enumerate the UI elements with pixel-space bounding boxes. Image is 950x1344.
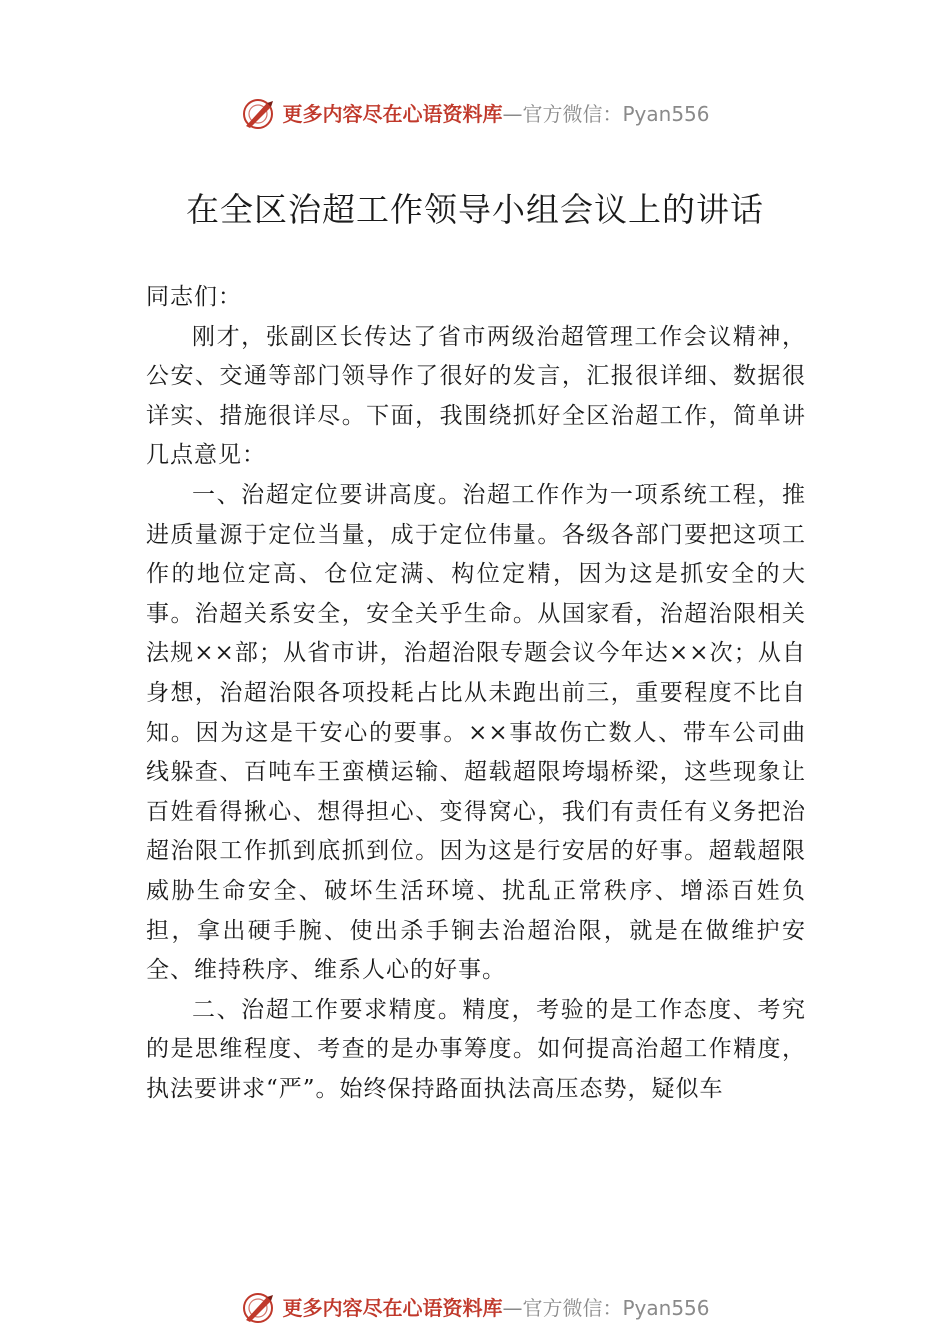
watermark-banner-bottom [0, 1288, 950, 1328]
watermark-banner-top [0, 94, 950, 134]
watermark-wechat-label: 官方微信： [522, 102, 623, 126]
watermark-text [282, 1298, 709, 1318]
watermark-text [282, 104, 709, 124]
document-body [146, 278, 806, 1109]
document-title: 在全区治超工作领导小组会议上的讲话 [186, 190, 764, 229]
watermark-wechat-id: Pyan556 [622, 1296, 710, 1320]
paragraph: 一、治超定位要讲高度。治超工作作为一项系统工程，推进质量源于定位当量，成于定位伟量。各级各部门要把这项工作的地位定高、仓位定满、构位定精，因为这是抓安全的大事。治超关系安全，安全关乎生命。从国家看，治超治限相关法规××部；从省市讲，治超治限专题会议今年达××次；从自身想，治超治限各项投耗占比从未跑出前三，重要程度不比自知。因为这是干安心的要事。××事故伤亡数人、带车公司曲线躲查、百吨车王蛮横运输、超载超限垮塌桥梁，这些现象让百姓看得揪心、想得担心、变得窝心，我们有责任有义务把治超治限工作抓到底抓到位。因为这是行安居的好事。超载超限威胁生命安全、破坏生活环境、扰乱正常秩序、增添百姓负担，拿出硬手腕、使出杀手锏去治超治限，就是在做维护安全、维持秩序、维系人心的好事。 [146, 481, 806, 984]
watermark-main: 更多内容尽在心语资料库 [282, 102, 503, 126]
watermark-dash: — [502, 1296, 523, 1320]
paragraph: 二、治超工作要求精度。精度，考验的是工作态度、考究的是思维程度、考查的是办事筹度。如何提高治超工作精度，执法要讲求“严”。始终保持路面执法高压态势，疑似车 [146, 996, 806, 1102]
pen-logo-icon [240, 1290, 276, 1326]
watermark-dash: — [502, 102, 523, 126]
watermark-wechat-id: Pyan556 [622, 102, 710, 126]
pen-logo-icon [240, 96, 276, 132]
watermark-wechat-label: 官方微信： [522, 1296, 623, 1320]
watermark-main: 更多内容尽在心语资料库 [282, 1296, 503, 1320]
paragraph: 刚才，张副区长传达了省市两级治超管理工作会议精神，公安、交通等部门领导作了很好的发言，汇报很详细、数据很详实、措施很详尽。下面，我围绕抓好全区治超工作，简单讲几点意见： [146, 323, 806, 469]
salutation: 同志们： [146, 284, 242, 310]
